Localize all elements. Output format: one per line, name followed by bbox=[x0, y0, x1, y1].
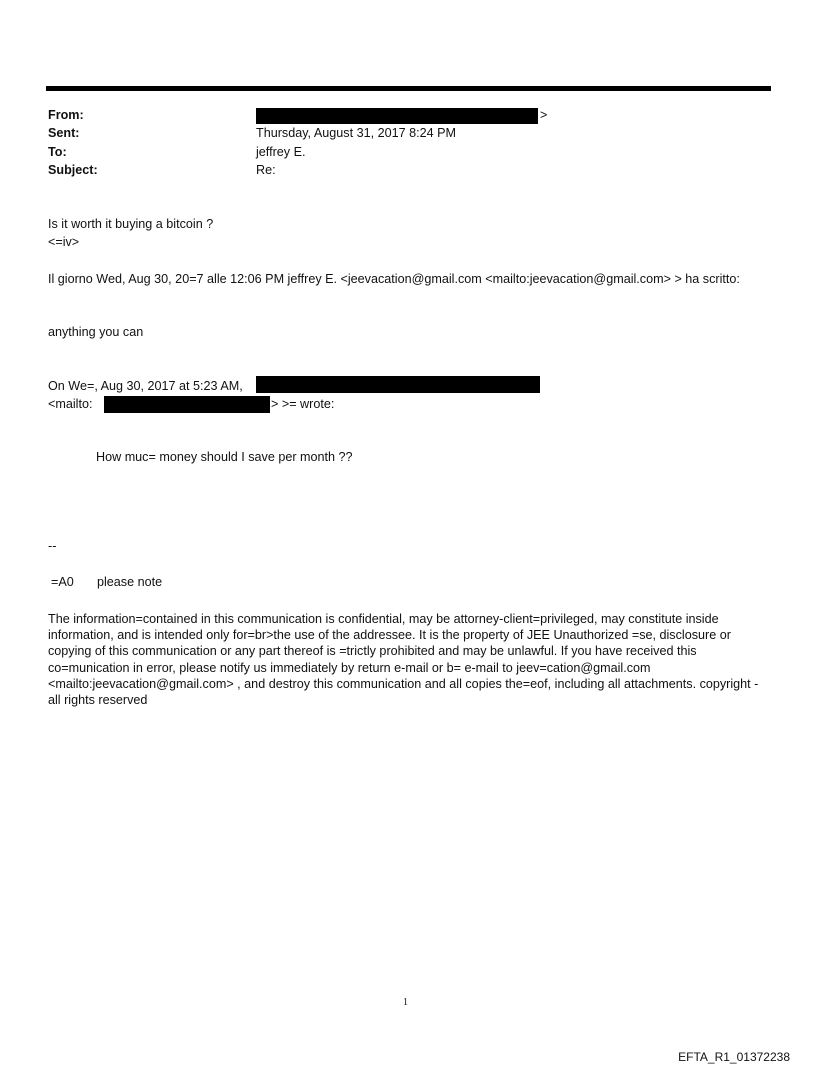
message-artifact: <=iv> bbox=[48, 235, 80, 249]
on-wrote-line: On We=, Aug 30, 2017 at 5:23 AM, bbox=[48, 379, 243, 393]
subject-value: Re: bbox=[256, 163, 276, 177]
to-label: To: bbox=[48, 145, 67, 159]
wrote-suffix: > >= wrote: bbox=[271, 397, 335, 411]
quote-intro: Il giorno Wed, Aug 30, 20=7 alle 12:06 PM jeffrey E. <jeevacation@gmail.com <mailto:jeevacation@gmail.com> > ha scritto: bbox=[48, 272, 740, 286]
subject-label: Subject: bbox=[48, 163, 98, 177]
header-rule bbox=[46, 86, 771, 91]
message-line: Is it worth it buying a bitcoin ? bbox=[48, 217, 214, 231]
page-number: 1 bbox=[403, 997, 408, 1008]
a0-artifact: =A0 bbox=[51, 575, 74, 589]
reply-line: anything you can bbox=[48, 325, 144, 339]
redaction-sender-name bbox=[256, 376, 540, 393]
disclaimer: The information=contained in this communication is confidential, may be attorney-client=privileged, may constitute inside information, and is intended only for=br>the use of the addressee. It is the property of JEE Unauthorized =se, disclosure or copying of this communication or any part thereof is =trictly prohibited and may be unlawful. If you have received this co=munication in error, please notify us immediately by return e-mail or b= e-mail to jeev=cation@gmail.com <mailto:jeevacation@gmail.com> , and destroy this communication and all copies the=eof, including all attachments. copyright -all rights reserved bbox=[48, 612, 759, 708]
redaction-from bbox=[256, 108, 538, 124]
from-label: From: bbox=[48, 108, 84, 122]
please-note: please note bbox=[97, 575, 163, 589]
quoted-question: How muc= money should I save per month ?? bbox=[96, 450, 353, 464]
redaction-sender-email bbox=[104, 396, 270, 413]
mailto-prefix: <mailto: bbox=[48, 397, 93, 411]
sent-label: Sent: bbox=[48, 126, 80, 140]
document-id: EFTA_R1_01372238 bbox=[678, 1050, 790, 1064]
sent-value: Thursday, August 31, 2017 8:24 PM bbox=[256, 126, 456, 140]
from-suffix: > bbox=[540, 108, 548, 122]
signature-dash: -- bbox=[48, 539, 57, 553]
to-value: jeffrey E. bbox=[256, 145, 306, 159]
